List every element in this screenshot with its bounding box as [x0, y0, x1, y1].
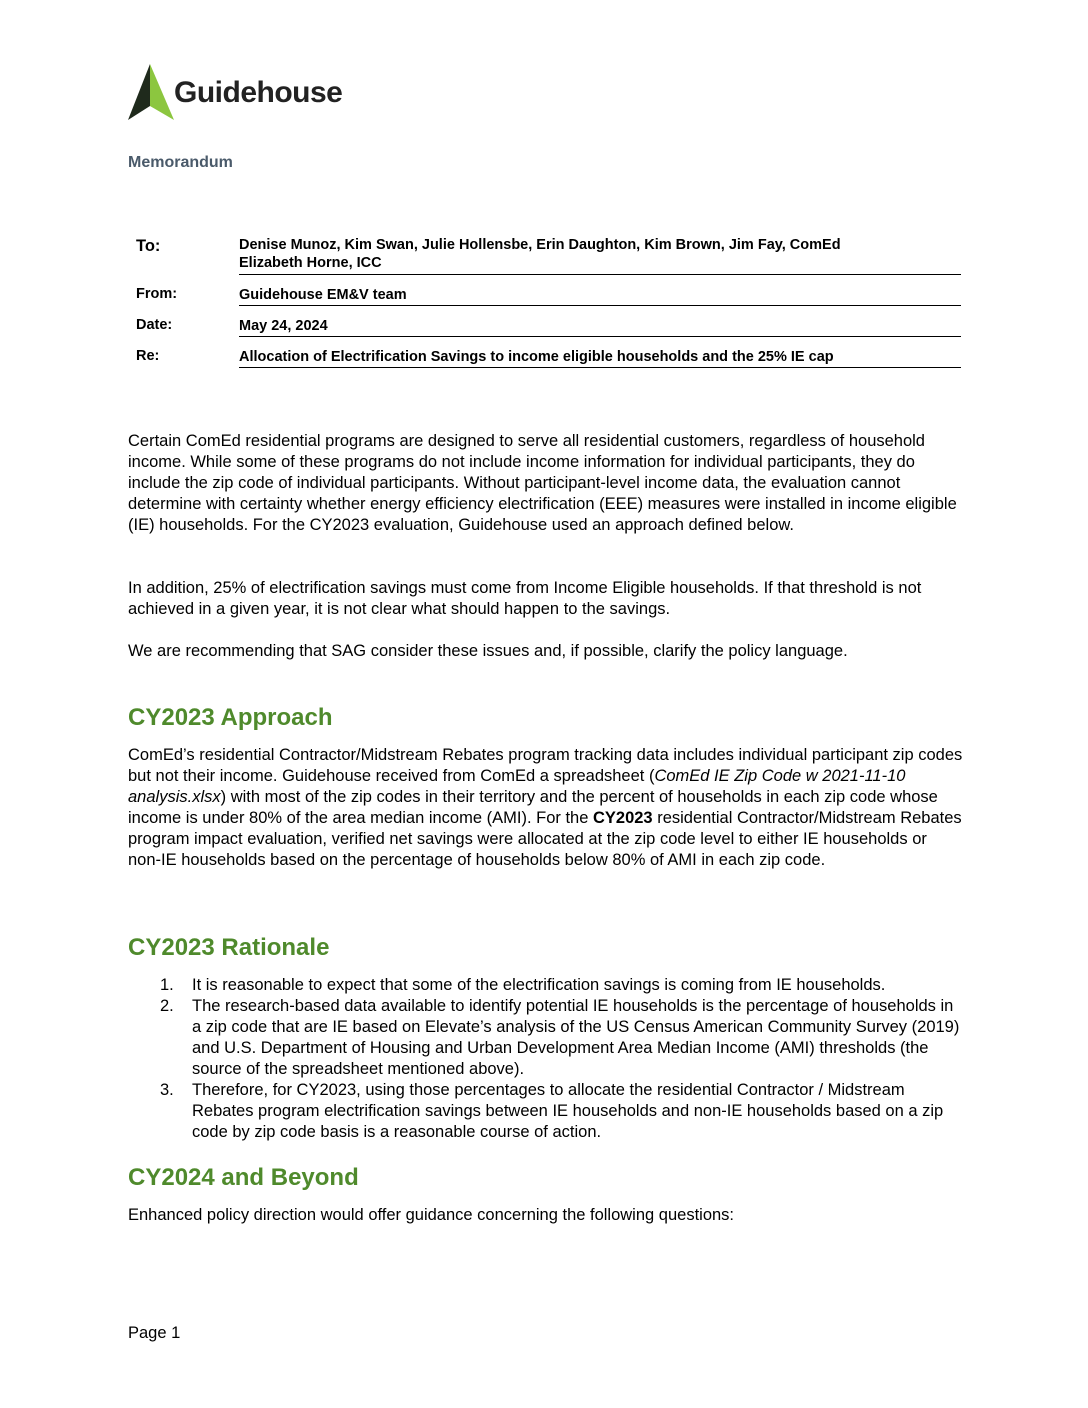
memo-label: Memorandum: [128, 154, 233, 171]
header-value-to-line-1: Denise Munoz, Kim Swan, Julie Hollensbe, Erin Daughton, Kim Brown, Jim Fay, ComEd: [239, 237, 841, 253]
header-value-to-line-2: Elizabeth Horne, ICC: [239, 255, 382, 271]
memo-header: [128, 236, 961, 368]
header-row-to: [128, 236, 961, 275]
header-value-re: Allocation of Electrification Savings to income eligible households and the 25% IE cap: [239, 348, 961, 368]
header-key-re: Re:: [136, 348, 160, 364]
approach-bold-year: CY2023: [592, 809, 653, 827]
list-item-number: 2.: [160, 997, 174, 1015]
list-item: [128, 975, 963, 996]
approach-text-b: ) with most of the zip codes in their territory and the percent of households in each zip code whose income is under 80% of the area median income (AMI). For the: [128, 788, 938, 827]
approach-paragraph: [128, 745, 963, 871]
guidehouse-logo-mark-icon: [128, 64, 174, 122]
header-value-from: Guidehouse EM&V team: [239, 286, 961, 306]
list-item: [128, 996, 963, 1080]
list-item-text: The research-based data available to identify potential IE households is the percentage of households in a zip code that are IE based on Elevate’s analysis of the US Census American Community Survey (2019) and U.S. Department of Housing and Urban Development Area Median Income (AMI) thresholds (the source of the spreadsheet mentioned above).: [192, 997, 960, 1078]
header-row-re: [128, 348, 961, 368]
list-item-number: 3.: [160, 1081, 174, 1099]
header-key-to: To:: [136, 237, 161, 255]
page-number: Page 1: [128, 1324, 181, 1342]
approach-text-c: residential Contractor/Midstream Rebates program impact evaluation, verified net savings were allocated at the zip code level to either IE households or non-IE households based on the percentage of households below 80% of AMI in each zip code.: [128, 809, 962, 869]
list-item-text: It is reasonable to expect that some of the electrification savings is coming from IE households.: [192, 976, 886, 994]
list-item-text: Therefore, for CY2023, using those percentages to allocate the residential Contractor / Midstream Rebates program electrification savings between IE households and non-IE households based on a zip code by zip code basis is a reasonable course of action.: [192, 1081, 944, 1141]
intro-paragraph-1: Certain ComEd residential programs are designed to serve all residential customers, regardless of household income. While some of these programs do not include income information for individual participants, they do include the zip code of individual participants. Without participant-level income data, the evaluation cannot determine with certainty whether energy efficiency electrification (EEE) measures were installed in income eligible (IE) households. For the CY2023 evaluation, Guidehouse used an approach defined below.: [128, 432, 957, 534]
section-heading-rationale: CY2023 Rationale: [128, 934, 330, 961]
header-key-from: From:: [136, 286, 178, 302]
header-value-to: [239, 236, 961, 275]
rationale-list: [128, 975, 963, 1143]
header-row-from: [128, 286, 961, 306]
header-row-date: [128, 317, 961, 337]
logo-wordmark: Guidehouse: [174, 76, 343, 109]
section-heading-approach: CY2023 Approach: [128, 704, 333, 731]
beyond-paragraph: Enhanced policy direction would offer guidance concerning the following questions:: [128, 1206, 735, 1224]
intro-paragraph-2: In addition, 25% of electrification savings must come from Income Eligible households. If that threshold is not achieved in a given year, it is not clear what should happen to the savings.: [128, 579, 922, 618]
header-value-date: May 24, 2024: [239, 317, 961, 337]
header-key-date: Date:: [136, 317, 173, 333]
list-item-number: 1.: [160, 976, 174, 994]
list-item: [128, 1080, 963, 1143]
approach-filename: ComEd IE Zip Code w 2021-11-10 analysis.xlsx: [128, 767, 906, 806]
section-heading-beyond: CY2024 and Beyond: [128, 1164, 359, 1191]
guidehouse-logo: [128, 64, 368, 122]
approach-text-a: ComEd’s residential Contractor/Midstream Rebates program tracking data includes individual participant zip codes but not their income. Guidehouse received from ComEd a spreadsheet (: [128, 746, 963, 785]
intro-paragraph-3: We are recommending that SAG consider these issues and, if possible, clarify the policy language.: [128, 642, 848, 660]
